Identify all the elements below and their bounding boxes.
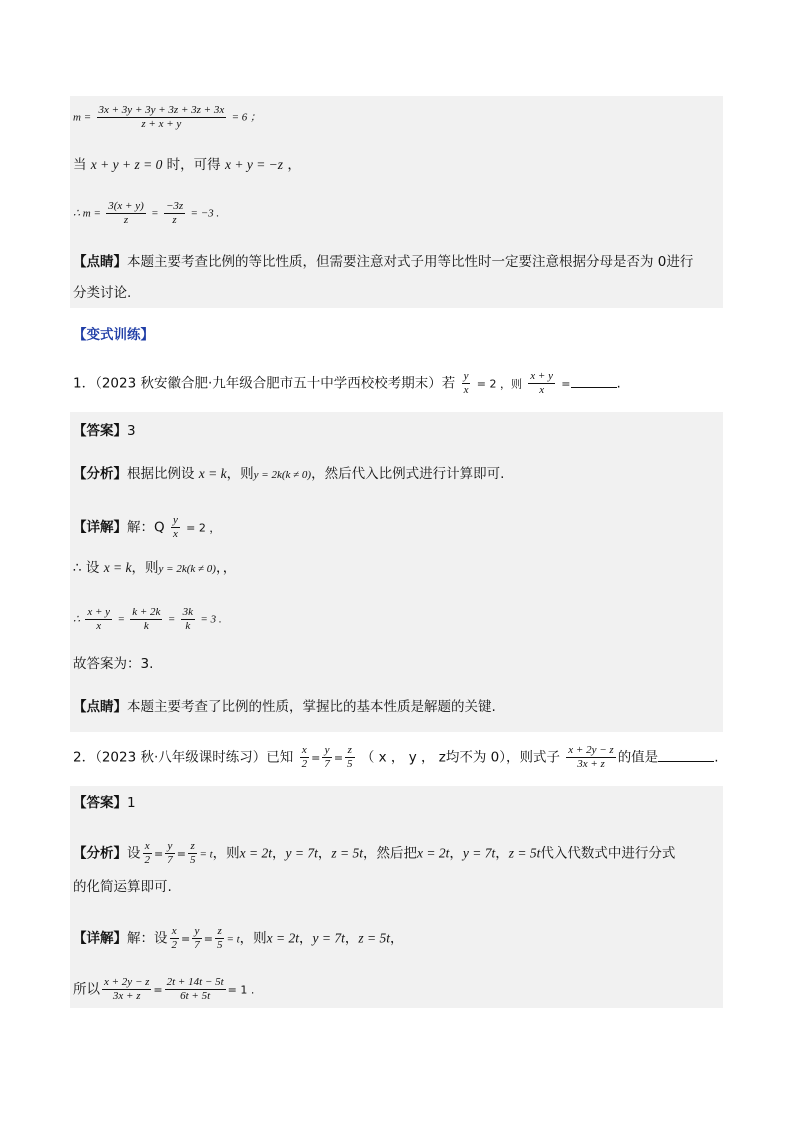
q2-answer: 【答案】1 (73, 795, 136, 811)
prev-note-line2: 分类讨论. (73, 285, 132, 301)
q2-detail: 【详解】解：设 $\frac{x}{2}$ = $\frac{y}{7}$ = $\frac{z}{5}$ = t，则x = 2t，y = 7t，z = 5t， (73, 925, 404, 951)
section-heading: 【变式训练】 (73, 327, 154, 343)
q2-analysis-line2: 的化简运算即可. (73, 879, 172, 895)
q1-stem: 1．（2023 秋安徽合肥·九年级合肥市五十中学西校校考期末）若 $\frac{y}{x}$ = 2 ，则 $\frac{x + y}{x}$ = . (73, 370, 621, 396)
q1-final: 故答案为：3. (73, 656, 154, 672)
q2-stem: 2．（2023 秋·八年级课时练习）已知 $\frac{x}{2}$ = $\frac{y}{7}$ = $\frac{z}{5}$ （ x ， y ， z均不为 0），则式子 $\frac{x + 2y - z}{3x + z}$ 的值是 . (73, 744, 719, 770)
q1-detail: 【详解】解：Q $\frac{y}{x}$ = 2 ， (73, 514, 221, 540)
q2-analysis: 【分析】设 $\frac{x}{2}$ = $\frac{y}{7}$ = $\frac{z}{5}$ = t，则x = 2t，y = 7t，z = 5t，然后把x = 2t，y = 7t，z = 5t代入代数式中进行分式 (73, 840, 676, 866)
case-line: 当 x + y + z = 0 时，可得 x + y = −z ， (73, 157, 301, 173)
m-fraction: $\frac{3x + 3y + 3y + 3z + 3z + 3x}{z + x + y}$ (98, 104, 225, 130)
q1-set-line: ∴ 设 x = k，则y = 2k(k ≠ 0)，， (73, 560, 237, 576)
answer-blank (658, 749, 714, 762)
solution-box-q2 (70, 786, 723, 1008)
q1-analysis: 【分析】根据比例设 x = k，则y = 2k(k ≠ 0)，然后代入比例式进行计算即可. (73, 466, 505, 482)
q1-answer: 【答案】3 (73, 423, 136, 439)
answer-blank (571, 375, 617, 388)
q2-result: 所以 $\frac{x + 2y - z}{3x + z}$ = $\frac{2t + 14t - 5t}{6t + 5t}$ = 1 . (73, 976, 255, 1002)
prev-note-line1: 【点睛】本题主要考查比例的等比性质，但需要注意对式子用等比性时一定要注意根据分母是否为 0进行 (73, 254, 694, 270)
q1-calc-line: ∴ $\frac{x + y}{x}$ = $\frac{k + 2k}{k}$ = $\frac{3k}{k}$ = 3 . (73, 606, 222, 632)
m-equation: m = $\frac{3x + 3y + 3y + 3z + 3z + 3x}{z + x + y}$ = 6 ； (73, 104, 262, 130)
therefore-m-line: ∴ m = $\frac{3(x + y)}{z}$ = $\frac{-3z}{z}$ = −3 . (73, 200, 220, 226)
q1-note: 【点睛】本题主要考查了比例的性质，掌握比的基本性质是解题的关键. (73, 699, 496, 715)
